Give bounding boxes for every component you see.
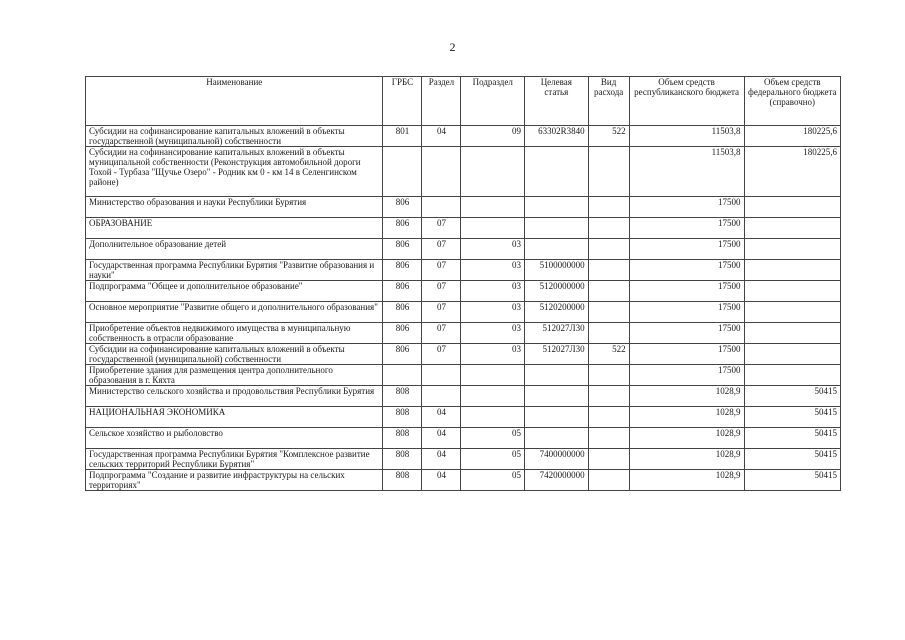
table-row <box>86 323 841 344</box>
table-row <box>86 239 841 260</box>
cell-razdel: 07 <box>422 239 461 260</box>
cell-name: Субсидии на софинансирование капитальных вложений в объекты государственной (муниципальной) собственности <box>86 344 383 365</box>
cell-vid <box>588 302 629 323</box>
cell-razdel: 07 <box>422 281 461 302</box>
cell-tselevaya <box>525 218 589 239</box>
cell-podrazdel: 03 <box>461 344 525 365</box>
cell-razdel: 04 <box>422 470 461 491</box>
cell-razdel: 04 <box>422 428 461 449</box>
cell-respublika: 17500 <box>629 218 744 239</box>
cell-podrazdel <box>461 365 525 386</box>
cell-razdel <box>422 197 461 218</box>
cell-razdel <box>422 386 461 407</box>
table-row <box>86 344 841 365</box>
cell-grbs <box>383 147 422 197</box>
cell-name: ОБРАЗОВАНИЕ <box>86 218 383 239</box>
cell-tselevaya: 7420000000 <box>525 470 589 491</box>
table-row <box>86 365 841 386</box>
cell-vid: 522 <box>588 126 629 147</box>
cell-name: Приобретение объектов недвижимого имущества в муниципальную собственность в отрасли образование <box>86 323 383 344</box>
cell-name: Министерство сельского хозяйства и продовольствия Республики Бурятия <box>86 386 383 407</box>
cell-name: Министерство образования и науки Республики Бурятия <box>86 197 383 218</box>
table-row <box>86 302 841 323</box>
cell-podrazdel: 03 <box>461 239 525 260</box>
cell-vid: 522 <box>588 344 629 365</box>
cell-vid <box>588 428 629 449</box>
cell-respublika: 17500 <box>629 365 744 386</box>
cell-vid <box>588 218 629 239</box>
cell-vid <box>588 147 629 197</box>
table-row <box>86 218 841 239</box>
cell-federal <box>744 218 840 239</box>
table-row <box>86 428 841 449</box>
table-row <box>86 386 841 407</box>
header-name: Наименование <box>86 77 383 126</box>
cell-grbs: 806 <box>383 260 422 281</box>
cell-respublika: 17500 <box>629 197 744 218</box>
header-tselevaya: Целевая статья <box>525 77 589 126</box>
cell-vid <box>588 239 629 260</box>
cell-federal: 180225,6 <box>744 147 840 197</box>
cell-podrazdel <box>461 197 525 218</box>
cell-respublika: 11503,8 <box>629 126 744 147</box>
header-grbs: ГРБС <box>383 77 422 126</box>
cell-respublika: 1028,9 <box>629 428 744 449</box>
cell-grbs: 808 <box>383 449 422 470</box>
cell-tselevaya <box>525 428 589 449</box>
table-row <box>86 147 841 197</box>
cell-name: Субсидии на софинансирование капитальных вложений в объекты государственной (муниципальной) собственности <box>86 126 383 147</box>
cell-respublika: 11503,8 <box>629 147 744 197</box>
cell-razdel: 07 <box>422 323 461 344</box>
header-federal: Объем средств федерального бюджета (справочно) <box>744 77 840 126</box>
cell-name: Государственная программа Республики Бурятия "Развитие образования и науки" <box>86 260 383 281</box>
cell-razdel: 07 <box>422 344 461 365</box>
cell-podrazdel <box>461 407 525 428</box>
cell-federal: 50415 <box>744 428 840 449</box>
cell-grbs: 806 <box>383 323 422 344</box>
cell-name: Государственная программа Республики Бурятия "Комплексное развитие сельских территорий Республики Бурятия" <box>86 449 383 470</box>
cell-vid <box>588 281 629 302</box>
cell-tselevaya: 63302R3840 <box>525 126 589 147</box>
cell-federal <box>744 344 840 365</box>
cell-grbs: 806 <box>383 218 422 239</box>
cell-respublika: 17500 <box>629 302 744 323</box>
cell-razdel <box>422 147 461 197</box>
cell-tselevaya <box>525 147 589 197</box>
cell-razdel: 04 <box>422 126 461 147</box>
cell-grbs: 808 <box>383 407 422 428</box>
cell-podrazdel: 09 <box>461 126 525 147</box>
cell-grbs: 808 <box>383 428 422 449</box>
cell-razdel: 07 <box>422 260 461 281</box>
header-podrazdel: Подраздел <box>461 77 525 126</box>
table-row <box>86 449 841 470</box>
cell-respublika: 1028,9 <box>629 470 744 491</box>
cell-respublika: 1028,9 <box>629 449 744 470</box>
cell-vid <box>588 449 629 470</box>
cell-grbs: 806 <box>383 197 422 218</box>
cell-federal: 50415 <box>744 470 840 491</box>
cell-tselevaya <box>525 365 589 386</box>
cell-tselevaya: 512027Л30 <box>525 323 589 344</box>
cell-name: Основное мероприятие "Развитие общего и дополнительного образования" <box>86 302 383 323</box>
cell-podrazdel <box>461 218 525 239</box>
cell-tselevaya: 512027Л30 <box>525 344 589 365</box>
cell-podrazdel: 05 <box>461 428 525 449</box>
header-razdel: Раздел <box>422 77 461 126</box>
cell-federal: 180225,6 <box>744 126 840 147</box>
cell-vid <box>588 197 629 218</box>
cell-podrazdel: 05 <box>461 470 525 491</box>
cell-grbs: 806 <box>383 239 422 260</box>
cell-tselevaya <box>525 197 589 218</box>
cell-respublika: 17500 <box>629 323 744 344</box>
cell-vid <box>588 470 629 491</box>
cell-podrazdel: 03 <box>461 323 525 344</box>
page-number: 2 <box>449 40 456 54</box>
cell-razdel: 07 <box>422 218 461 239</box>
cell-name: Субсидии на софинансирование капитальных вложений в объекты муниципальной собственности (Реконструкция автомобильной дороги Тохой - Турбаза "Щучье Озеро" - Родник км 0 - км 14 в Селенгинском районе) <box>86 147 383 197</box>
cell-federal <box>744 365 840 386</box>
cell-name: Приобретение здания для размещения центра дополнительного образования в г. Кяхта <box>86 365 383 386</box>
table-row <box>86 407 841 428</box>
cell-tselevaya: 5120000000 <box>525 281 589 302</box>
cell-respublika: 17500 <box>629 344 744 365</box>
cell-grbs: 806 <box>383 344 422 365</box>
table-row <box>86 126 841 147</box>
cell-name: Подпрограмма "Общее и дополнительное образование" <box>86 281 383 302</box>
cell-podrazdel: 03 <box>461 260 525 281</box>
cell-podrazdel <box>461 147 525 197</box>
cell-tselevaya: 5120200000 <box>525 302 589 323</box>
budget-table <box>85 76 841 491</box>
table-row <box>86 197 841 218</box>
cell-name: Дополнительное образование детей <box>86 239 383 260</box>
cell-tselevaya: 7400000000 <box>525 449 589 470</box>
header-respublika: Объем средств республиканского бюджета <box>629 77 744 126</box>
cell-respublika: 1028,9 <box>629 407 744 428</box>
cell-name: Подпрограмма "Создание и развитие инфраструктуры на сельских территориях" <box>86 470 383 491</box>
cell-respublika: 1028,9 <box>629 386 744 407</box>
cell-podrazdel: 03 <box>461 281 525 302</box>
table-row <box>86 470 841 491</box>
cell-grbs: 806 <box>383 281 422 302</box>
cell-grbs: 808 <box>383 386 422 407</box>
cell-respublika: 17500 <box>629 281 744 302</box>
cell-tselevaya <box>525 407 589 428</box>
cell-grbs: 808 <box>383 470 422 491</box>
cell-respublika: 17500 <box>629 239 744 260</box>
cell-name: Сельское хозяйство и рыболовство <box>86 428 383 449</box>
cell-tselevaya <box>525 386 589 407</box>
cell-federal: 50415 <box>744 407 840 428</box>
cell-vid <box>588 323 629 344</box>
cell-tselevaya: 5100000000 <box>525 260 589 281</box>
cell-federal <box>744 281 840 302</box>
cell-podrazdel: 03 <box>461 302 525 323</box>
cell-vid <box>588 260 629 281</box>
header-vid: Вид расхода <box>588 77 629 126</box>
cell-grbs: 806 <box>383 302 422 323</box>
cell-vid <box>588 386 629 407</box>
cell-respublika: 17500 <box>629 260 744 281</box>
cell-razdel: 07 <box>422 302 461 323</box>
table-header-row <box>86 77 841 126</box>
cell-federal <box>744 197 840 218</box>
cell-federal: 50415 <box>744 386 840 407</box>
cell-razdel: 04 <box>422 449 461 470</box>
cell-vid <box>588 365 629 386</box>
cell-name: НАЦИОНАЛЬНАЯ ЭКОНОМИКА <box>86 407 383 428</box>
cell-federal <box>744 260 840 281</box>
table-row <box>86 260 841 281</box>
cell-federal: 50415 <box>744 449 840 470</box>
cell-vid <box>588 407 629 428</box>
cell-grbs: 801 <box>383 126 422 147</box>
cell-tselevaya <box>525 239 589 260</box>
cell-razdel: 04 <box>422 407 461 428</box>
cell-federal <box>744 323 840 344</box>
cell-podrazdel: 05 <box>461 449 525 470</box>
cell-razdel <box>422 365 461 386</box>
cell-podrazdel <box>461 386 525 407</box>
cell-grbs <box>383 365 422 386</box>
cell-federal <box>744 302 840 323</box>
cell-federal <box>744 239 840 260</box>
table-row <box>86 281 841 302</box>
